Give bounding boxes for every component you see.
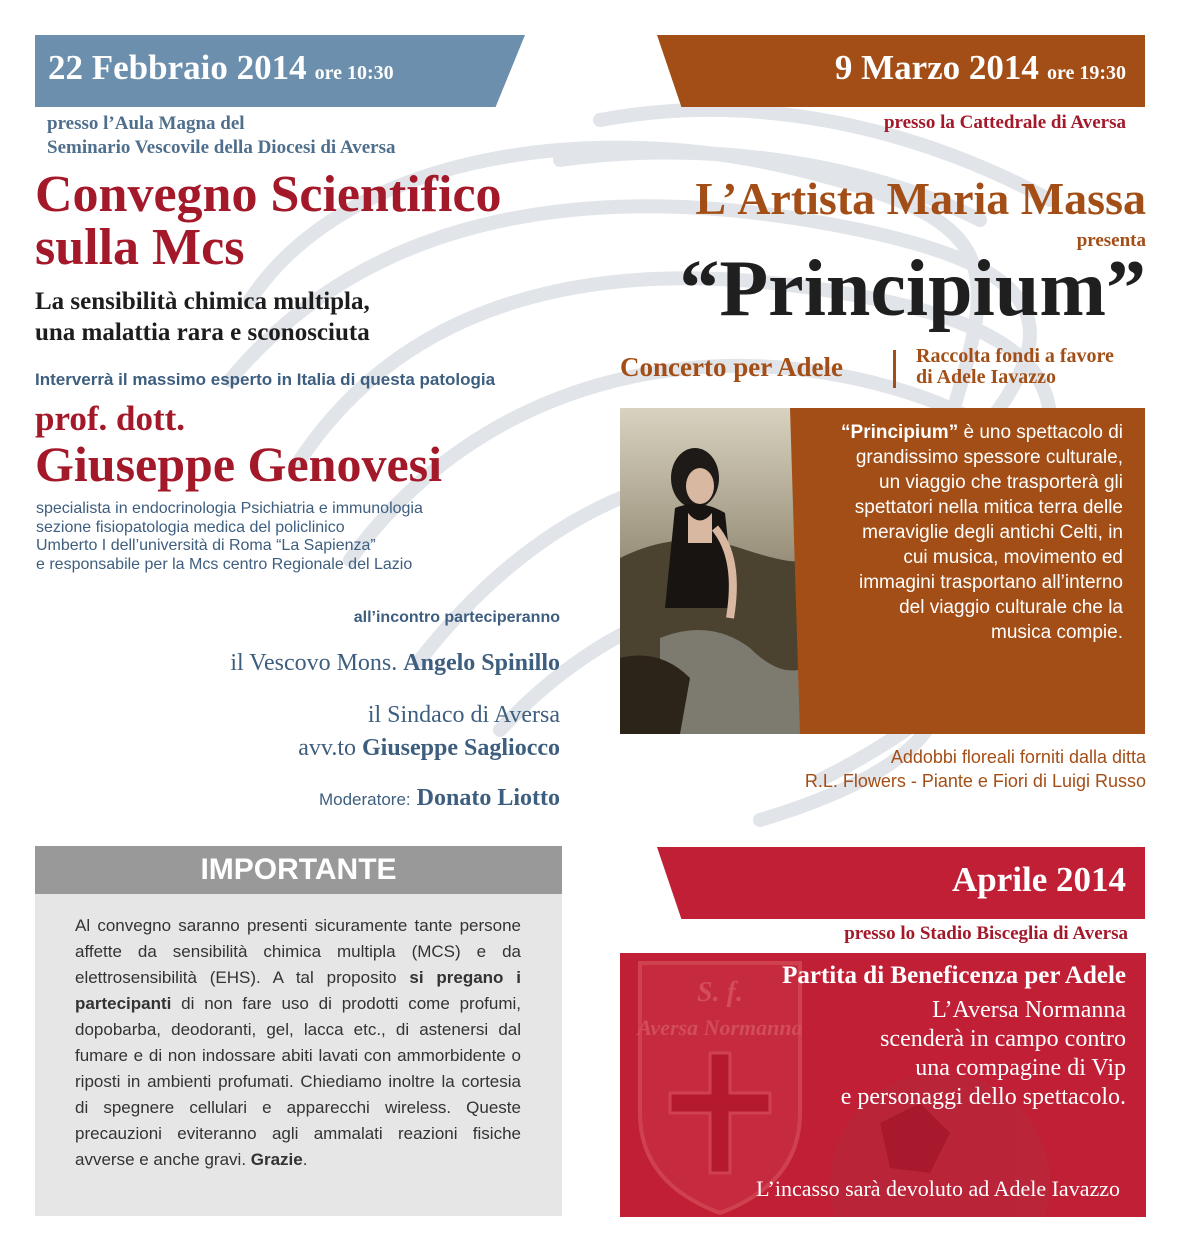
moderator-name: Donato Liotto xyxy=(416,785,560,811)
right-venue: presso la Cattedrale di Aversa xyxy=(883,112,1126,133)
participant-mayor-name: Giuseppe Sagliocco xyxy=(361,735,560,761)
conference-title-line1: Convegno Scientifico xyxy=(35,166,502,223)
fundraising-label xyxy=(916,346,1156,388)
importante-thanks: Grazie xyxy=(250,1150,303,1169)
fundraising-line2: di Adele Iavazzo xyxy=(916,366,1056,388)
april-line2: scenderà in campo contro xyxy=(880,1026,1126,1052)
sponsor-line1: Addobbi floreali forniti dalla ditta xyxy=(890,747,1146,767)
presenta-label: presenta xyxy=(1076,230,1146,251)
april-line1: L’Aversa Normanna xyxy=(932,997,1126,1023)
participant-bishop-prefix: il Vescovo Mons. xyxy=(230,650,398,676)
conference-subtitle-line2: una malattia rara e sconosciuta xyxy=(35,319,370,346)
title-divider xyxy=(893,350,896,388)
speaker-desc-line2: sezione fisiopatologia medica del policlinico xyxy=(36,518,345,536)
april-footer: L’incasso sarà devoluto ad Adele Iavazzo xyxy=(756,1176,1120,1201)
moderator-label: Moderatore: xyxy=(318,790,411,809)
speaker-desc-line1: specialista in endocrinologia Psichiatria e immunologia xyxy=(36,500,423,517)
show-description xyxy=(840,420,1123,645)
april-venue: presso lo Stadio Bisceglia di Aversa xyxy=(844,923,1128,944)
importante-text-end: . xyxy=(302,1150,308,1169)
sponsor-note xyxy=(620,745,1146,793)
crest-text-1: S. f. xyxy=(697,977,743,1008)
importante-heading: IMPORTANTE xyxy=(35,846,562,894)
conference-subtitle-line1: La sensibilità chimica multipla, xyxy=(35,288,370,315)
artist-photo xyxy=(620,408,805,734)
speaker-desc-line4: e responsabile per la Mcs centro Regionale del Lazio xyxy=(36,555,413,573)
april-date: Aprile 2014 xyxy=(951,860,1126,899)
april-event-text xyxy=(620,996,1126,1112)
show-description-rest: è uno spettacolo di grandissimo spessore culturale, un viaggio che trasporterà gli spettatori nella mitica terra delle meraviglie degli antichi Celti, in cui musica, movimento ed immagini trasportano all’interno del viaggio culturale che la musica compie. xyxy=(854,422,1123,643)
right-date xyxy=(660,48,1126,88)
crest-text-2: Aversa Normanna xyxy=(637,1015,803,1040)
left-date-text: 22 Febbraio 2014 xyxy=(48,48,307,87)
importante-text xyxy=(75,913,521,1173)
left-venue-line2: Seminario Vescovile della Diocesi di Aversa xyxy=(47,137,396,158)
sponsor-line2: R.L. Flowers - Piante e Fiori di Luigi Russo xyxy=(804,771,1146,791)
april-line3: una compagine di Vip xyxy=(915,1055,1126,1081)
participant-bishop-name: Angelo Spinillo xyxy=(403,650,560,676)
participant-mayor-prefix: avv.to xyxy=(298,735,356,761)
conference-title-line2: sulla Mcs xyxy=(35,219,245,276)
moderator xyxy=(35,785,560,812)
participant-mayor-line1: il Sindaco di Aversa xyxy=(367,702,560,728)
conference-subtitle xyxy=(35,286,555,348)
artist-name: L’Artista Maria Massa xyxy=(695,173,1146,224)
speaker-description xyxy=(36,500,576,574)
importante-text-bold: si pregano i partecipanti xyxy=(75,968,521,1013)
fundraising-line1: Raccolta fondi a favore xyxy=(916,345,1114,367)
concerto-label: Concerto per Adele xyxy=(620,352,843,382)
participant-bishop xyxy=(35,650,560,677)
importante-text-b: di non fare uso di prodotti come profumi, dopobarba, deodoranti, gel, lacca etc., di astenersi dal fumare e di non indossare abiti lavati con ammorbidente o riposti in ambienti profumati. Chiediamo inoltre la cortesia di spegnere cellulari e apparecchi wireless. Queste precauzioni eviteranno agli ammalati reazioni fisiche avverse e anche gravi. xyxy=(75,994,521,1169)
right-date-text: 9 Marzo 2014 xyxy=(834,48,1039,87)
speaker-intro: Interverrà il massimo esperto in Italia di questa patologia xyxy=(35,370,496,389)
conference-title xyxy=(35,168,575,274)
right-time: ore 19:30 xyxy=(1046,62,1126,84)
left-time: ore 10:30 xyxy=(314,62,394,84)
participants-intro: all’incontro parteciperanno xyxy=(353,609,560,626)
left-venue-line1: presso l’Aula Magna del xyxy=(47,113,245,134)
speaker-desc-line3: Umberto I dell’università di Roma “La Sapienza” xyxy=(36,537,376,554)
show-description-bold: “Principium” xyxy=(841,422,959,443)
april-event-title: Partita di Beneficenza per Adele xyxy=(782,962,1126,989)
speaker-title: prof. dott. xyxy=(35,399,186,438)
speaker-name: Giuseppe Genovesi xyxy=(35,436,442,492)
show-title: “Principium” xyxy=(679,245,1146,333)
left-date xyxy=(48,48,394,88)
participant-mayor xyxy=(35,735,560,762)
importante-text-a: Al convegno saranno presenti sicuramente tante persone affette da sensibilità chimica multipla (MCS) e da elettrosensibilità (EHS). A tal proposito xyxy=(75,916,521,987)
april-line4: e personaggi dello spettacolo. xyxy=(840,1084,1126,1110)
